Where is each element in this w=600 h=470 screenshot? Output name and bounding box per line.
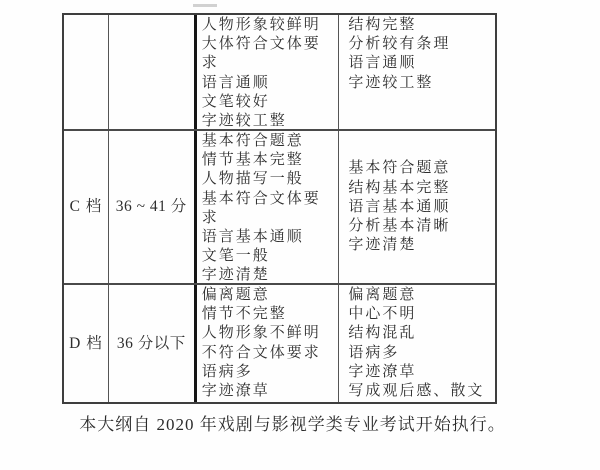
score-range-cell: 36 ~ 41 分	[109, 131, 197, 283]
table-row-d-grade	[64, 285, 495, 402]
footer-note: 本大纲自 2020 年戏剧与影视学类专业考试开始执行。	[79, 415, 506, 434]
grading-criteria-table	[62, 13, 497, 404]
table-row-b-grade-continued	[64, 15, 495, 131]
scan-artifact-mark	[193, 4, 217, 7]
analysis-criteria-cell: 偏离题意 中心不明 结构混乱 语病多 字迹潦草 写成观后感、散文	[348, 287, 485, 400]
narrative-criteria-cell: 基本符合题意 情节基本完整 人物描写一般 基本符合文体要 求 语言基本通顺 文笔一般 字迹清楚	[197, 131, 340, 283]
grade-cell: D 档	[64, 285, 109, 402]
score-range-cell: 36 分以下	[109, 285, 197, 402]
narrative-criteria-cell: 人物形象较鲜明 大体符合文体要 求 语言通顺 文笔较好 字迹较工整	[197, 15, 340, 129]
grade-cell	[64, 15, 109, 129]
analysis-criteria-cell: 结构完整 分析较有条理 语言通顺 字迹较工整	[348, 17, 451, 91]
grade-cell: C 档	[64, 131, 109, 283]
narrative-criteria-cell: 偏离题意 情节不完整 人物形象不鲜明 不符合文体要求 语病多 字迹潦草	[197, 285, 340, 402]
table-row-c-grade	[64, 131, 495, 285]
score-range-cell	[109, 15, 197, 129]
analysis-criteria-cell: 基本符合题意 结构基本完整 语言基本通顺 分析基本清晰 字迹清楚	[348, 160, 451, 254]
